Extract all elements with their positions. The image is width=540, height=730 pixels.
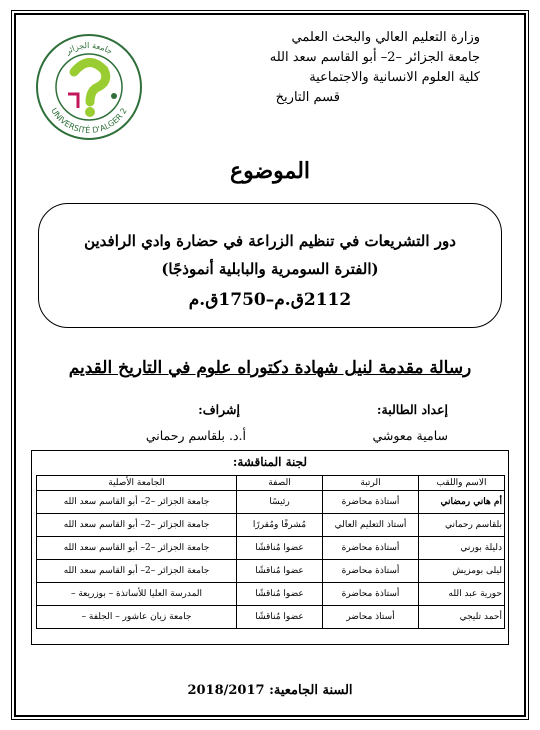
table-row [37, 514, 505, 537]
member-role: عضوا مُناقشًا [237, 606, 323, 629]
faculty-name: كلية العلوم الانسانية والاجتماعية [309, 70, 480, 85]
member-role: مُشرفًا ومُقررًا [237, 514, 323, 537]
committee-title: لجنة المناقشة: [232, 455, 308, 469]
member-rank: أستاذ محاضر [323, 606, 419, 629]
member-name: ليلى بومزيش [419, 560, 505, 583]
member-university: جامعة زيان عاشور – الجلفة – [37, 606, 237, 629]
university-logo [34, 32, 144, 142]
supervisor-label: إشراف: [198, 402, 240, 417]
table-row [37, 560, 505, 583]
member-rank: أستاذ التعليم العالي [323, 514, 419, 537]
thesis-statement: رسالة مقدمة لنيل شهادة دكتوراه علوم في التاريخ القديم [68, 358, 472, 378]
academic-year-value: 2018/2017 [187, 683, 265, 698]
member-rank: أستاذة محاضرة [323, 583, 419, 606]
member-rank: أستاذة محاضرة [323, 491, 419, 514]
title-line-1: دور التشريعات في تنظيم الزراعة في حضارة وادي الرافدين [84, 232, 456, 250]
member-name: حورية عبد الله [419, 583, 505, 606]
title-line-2: (الفترة السومرية والبابلية أنموذجًا) [161, 260, 379, 278]
department-name: قسم التاريخ [275, 90, 340, 105]
committee-box [31, 450, 509, 645]
header-rank: الرتبة [323, 476, 419, 491]
ministry-name: وزارة التعليم العالي والبحث العلمي [291, 30, 480, 45]
subject-label: الموضوع [229, 158, 311, 184]
university-name: جامعة الجزائر –2– أبو القاسم سعد الله [269, 50, 480, 65]
member-university: جامعة الجزائر –2– أبو القاسم سعد الله [37, 514, 237, 537]
member-name: أم هاني رمضاني [419, 491, 505, 514]
member-role: عضوا مُناقشًا [237, 537, 323, 560]
member-name: بلقاسم رحماني [419, 514, 505, 537]
title-line-3: 2112ق.م–1750ق.م [188, 290, 352, 310]
member-role: عضوا مُناقشًا [237, 583, 323, 606]
prepared-by-label: إعداد الطالبة: [376, 402, 448, 417]
header-name: الاسم واللقب [419, 476, 505, 491]
member-university: جامعة الجزائر –2– أبو القاسم سعد الله [37, 491, 237, 514]
table-row [37, 606, 505, 629]
academic-year [0, 683, 540, 698]
header-role: الصفة [237, 476, 323, 491]
member-role: عضوا مُناقشًا [237, 560, 323, 583]
member-university: المدرسة العليا للأساتذة – بوزريعة – [37, 583, 237, 606]
header-university: الجامعة الأصلية [37, 476, 237, 491]
member-role: رئيسًا [237, 491, 323, 514]
logo-text-top: جامعة الجزائر [63, 40, 115, 57]
academic-year-label: السنة الجامعية: [269, 683, 353, 698]
table-row [37, 537, 505, 560]
member-university: جامعة الجزائر –2– أبو القاسم سعد الله [37, 560, 237, 583]
logo-text-bottom: UNIVERSITÉ D'ALGER 2 [49, 106, 129, 136]
title-box [38, 203, 502, 328]
table-header-row [37, 476, 505, 491]
member-name: أحمد تليجي [419, 606, 505, 629]
member-university: جامعة الجزائر –2– أبو القاسم سعد الله [37, 537, 237, 560]
member-rank: أستاذة محاضرة [323, 537, 419, 560]
member-name: دليلة بورني [419, 537, 505, 560]
member-rank: أستاذة محاضرة [323, 560, 419, 583]
student-name: سامية معوشي [372, 428, 448, 443]
table-row [37, 583, 505, 606]
supervisor-name: أ.د. بلقاسم رحماني [145, 428, 246, 443]
committee-table [36, 475, 505, 629]
table-row [37, 491, 505, 514]
